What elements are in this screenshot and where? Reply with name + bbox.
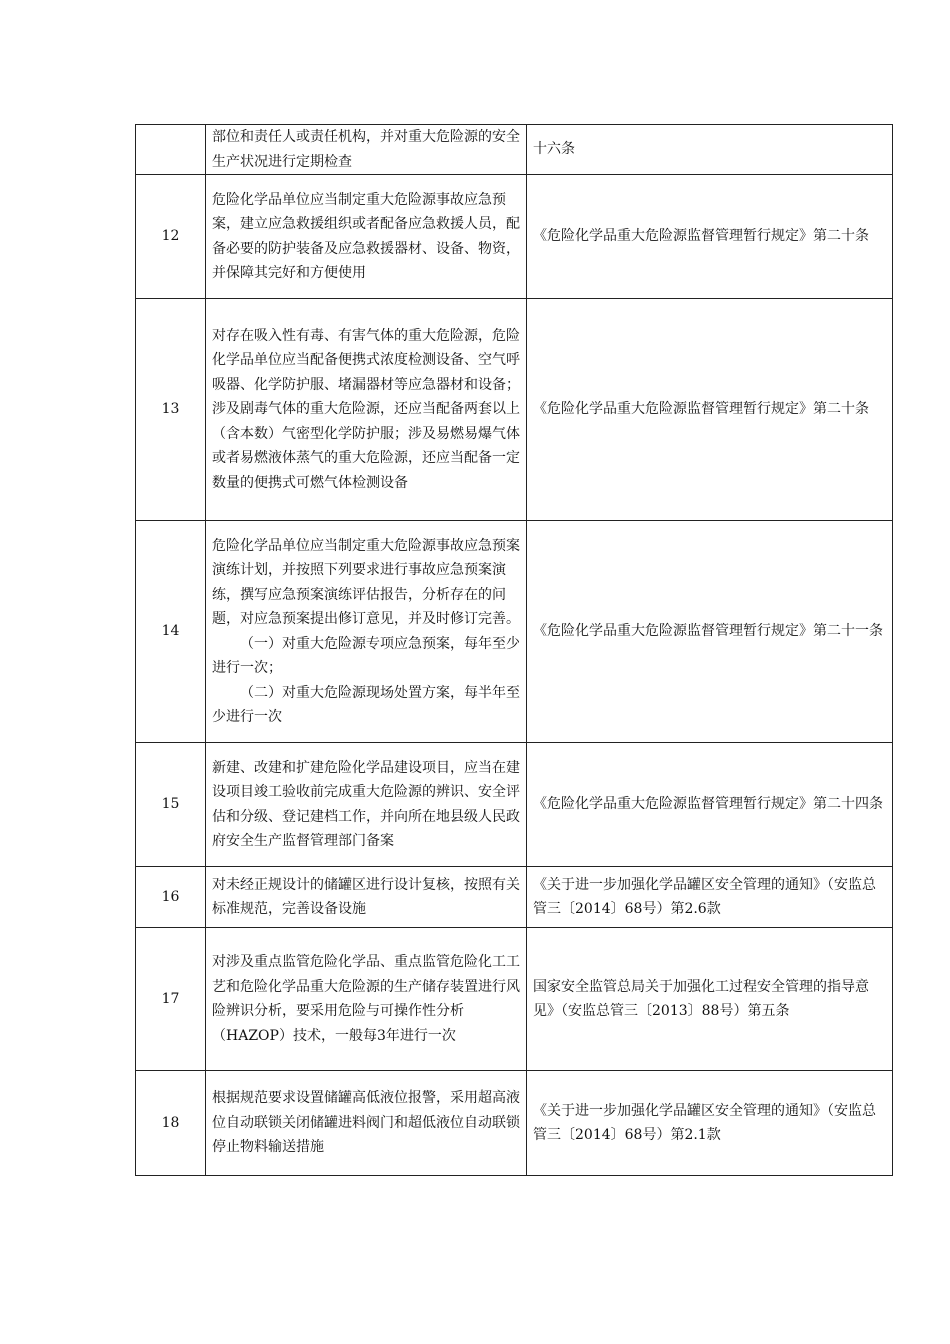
basis-cell: 《关于进一步加强化学品罐区安全管理的通知》（安监总管三〔2014〕68号）第2.1款 — [527, 1071, 893, 1176]
row-number: 14 — [136, 521, 206, 743]
row-number: 16 — [136, 867, 206, 928]
table-row — [136, 928, 893, 1071]
requirement-cell — [206, 125, 527, 175]
requirement-subitem: （一）对重大危险源专项应急预案，每年至少进行一次； — [212, 635, 520, 676]
row-number: 12 — [136, 175, 206, 299]
requirement-text: 部位和责任人或责任机构，并对重大危险源的安全生产状况进行定期检查 — [212, 129, 520, 170]
requirement-text: 危险化学品单位应当制定重大危险源事故应急预案演练计划，并按照下列要求进行事故应急预案演练，撰写应急预案演练评估报告，分析存在的问题，对应急预案提出修订意见，并及时修订完善。 — [212, 537, 520, 627]
requirement-subitem: （二）对重大危险源现场处置方案，每半年至少进行一次 — [212, 684, 520, 725]
requirement-text: 危险化学品单位应当制定重大危险源事故应急预案，建立应急救援组织或者配备应急救援人员，配备必要的防护装备及应急救援器材、设备、物资，并保障其完好和方便使用 — [212, 191, 520, 281]
requirement-cell — [206, 521, 527, 743]
requirement-cell — [206, 743, 527, 867]
table-row — [136, 299, 893, 521]
row-number: 13 — [136, 299, 206, 521]
row-number: 17 — [136, 928, 206, 1071]
requirement-text: 对未经正规设计的储罐区进行设计复核，按照有关标准规范，完善设备设施 — [212, 876, 520, 917]
requirement-text: 新建、改建和扩建危险化学品建设项目，应当在建设项目竣工验收前完成重大危险源的辨识、安全评估和分级、登记建档工作，并向所在地县级人民政府安全生产监督管理部门备案 — [212, 759, 520, 849]
regulation-table — [135, 124, 893, 1176]
basis-cell: 《危险化学品重大危险源监督管理暂行规定》第二十四条 — [527, 743, 893, 867]
basis-cell: 《危险化学品重大危险源监督管理暂行规定》第二十条 — [527, 299, 893, 521]
requirement-text: 根据规范要求设置储罐高低液位报警，采用超高液位自动联锁关闭储罐进料阀门和超低液位自动联锁停止物料输送措施 — [212, 1090, 520, 1156]
table-row — [136, 521, 893, 743]
requirement-text: 对涉及重点监管危险化学品、重点监管危险化工工艺和危险化学品重大危险源的生产储存装置进行风险辨识分析，要采用危险与可操作性分析（HAZOP）技术，一般每3年进行一次 — [212, 954, 520, 1044]
table-row — [136, 743, 893, 867]
basis-cell: 《危险化学品重大危险源监督管理暂行规定》第二十条 — [527, 175, 893, 299]
table-row — [136, 125, 893, 175]
basis-cell: 十六条 — [527, 125, 893, 175]
row-number: 18 — [136, 1071, 206, 1176]
basis-cell: 《危险化学品重大危险源监督管理暂行规定》第二十一条 — [527, 521, 893, 743]
table-row — [136, 867, 893, 928]
basis-cell: 国家安全监管总局关于加强化工过程安全管理的指导意见》（安监总管三〔2013〕88号）第五条 — [527, 928, 893, 1071]
row-number: 15 — [136, 743, 206, 867]
requirement-cell — [206, 175, 527, 299]
requirement-cell — [206, 928, 527, 1071]
requirement-text: 对存在吸入性有毒、有害气体的重大危险源，危险化学品单位应当配备便携式浓度检测设备、空气呼吸器、化学防护服、堵漏器材等应急器材和设备；涉及剧毒气体的重大危险源，还应当配备两套以上（含本数）气密型化学防护服；涉及易燃易爆气体或者易燃液体蒸气的重大危险源，还应当配备一定数量的便携式可燃气体检测设备 — [212, 327, 520, 491]
requirement-cell — [206, 299, 527, 521]
table-row — [136, 175, 893, 299]
row-number — [136, 125, 206, 175]
basis-cell: 《关于进一步加强化学品罐区安全管理的通知》（安监总管三〔2014〕68号）第2.6款 — [527, 867, 893, 928]
requirement-cell — [206, 867, 527, 928]
table-row — [136, 1071, 893, 1176]
requirement-cell — [206, 1071, 527, 1176]
